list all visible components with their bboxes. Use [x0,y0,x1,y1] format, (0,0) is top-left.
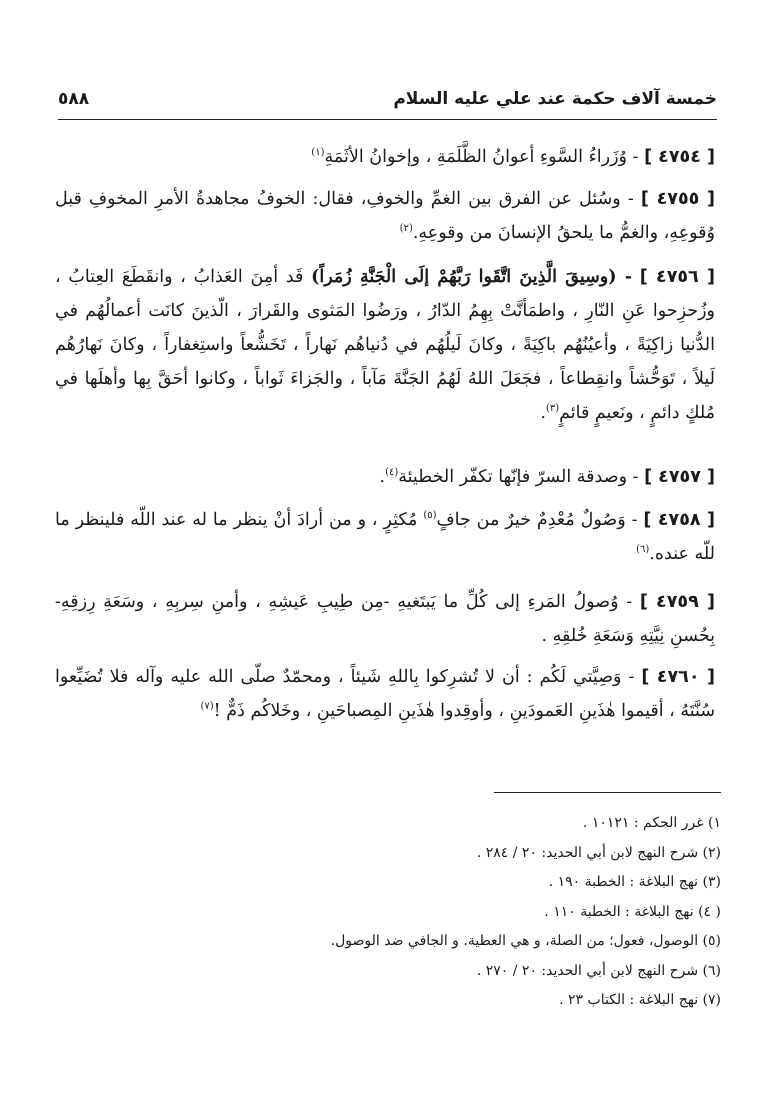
entry-text: - وصدقة السرّ فإنّها تكفّر الخطيئة [398,467,639,487]
footnote-ref: (١) [311,147,325,159]
header-divider [58,119,717,120]
footnote-7: (٧) نهج البلاغة : الكتاب ٢٣ . [559,992,721,1008]
footnote-2: (٢) شرح النهج لابن أبي الحديد: ٢٠ / ٢٨٤ . [476,844,721,861]
entry-4756 [55,260,715,430]
footnote-1: ١) غرر الحكم : ١٠١٢١ . [582,815,721,831]
entry-tail: . [540,403,546,423]
entry-4754 [55,140,715,174]
entry-4760 [55,660,715,728]
entry-text: - وَصُولٌ مُعْدِمٌ خيرٌ من جافٍ [436,510,638,530]
entry-text: - وسُئل عن الفرق بين الغمِّ والخوفِ، فقال: الخوفُ مجاهدةُ الأمرِ المخوفِ قبل وُقوعِهِ، والغمُّ ما يلحقُ الإنسانَ من وقوعِهِ. [55,189,715,243]
footnote-ref: (٧) [200,701,214,713]
footnote-6: (٦) شرح النهج لابن أبي الحديد: ٢٠ / ٢٧٠ . [476,962,721,979]
footnote-ref: (٦) [636,544,650,556]
entry-text: قَد أمِنَ العَذابُ ، وانقَطَعَ العِتابُ ، وزُحزِحوا عَنِ النّارِ ، واطمَأنَّتْ بِهِمُ الدّارُ ، ورَضُوا المَثوى والقَرارَ ، الّذينَ كانَت أعمالُهُم في الدُّنيا زاكِيَةً ، وأعيُنُهُم باكِيَةً ، وكانَ لَيلُهُم في دُنياهُم نَهاراً ، تَخَشُّعاً واستِغفاراً ، وكانَ نَهارُهُم لَيلاً ، تَوَحُّشاً وانقِطاعاً ، فجَعَلَ اللهُ لَهُمُ الجَنَّةَ مَآباً ، والجَزاءَ ثَواباً ، وكانوا أحَقَّ بِها وأهلَها في مُلكٍ دائمٍ ، ونَعيمٍ قائمٍ [55,267,715,423]
entry-text-continued: مُكثِرٍ ، و من أرادَ أنْ ينظر ما له عند اللّه فلينظر ما للّه عنده. [55,510,715,564]
page-number: ٥٨٨ [58,89,90,109]
entry-number: [ ٤٧٥٦ ] [639,267,716,287]
entry-number: [ ٤٧٥٨ ] [643,510,715,530]
footnotes [200,809,721,1016]
entry-4757 [55,460,715,494]
footnote-ref: (٣) [545,403,560,415]
quran-verse: - (وسِيقَ الَّذِينَ اتَّقَوا رَبَّهُمْ إلَى الْجَنَّةِ زُمَراً) [311,267,633,287]
running-title: خمسة آلاف حكمة عند علي عليه السلام [393,89,717,109]
footnote-ref: (٤) [385,467,399,479]
entry-number: [ ٤٧٥٥ ] [640,189,715,209]
entry-number: [ ٤٧٥٩ ] [639,592,715,612]
footnote-ref: (٢) [399,223,413,235]
footnote-separator [494,792,721,793]
footnote-ref: (٥) [423,510,437,522]
entry-number: [ ٤٧٦٠ ] [641,667,715,687]
entry-tail: . [379,467,386,487]
footnote-5: (٥) الوصول، فعول؛ من الصلة، و هي العطية. و الجافي ضد الوصول. [330,933,721,949]
footnote-4: ( ٤) نهج البلاغة : الخطبة ١١٠ . [544,903,721,920]
entry-4758 [55,503,715,571]
entry-number: [ ٤٧٥٤ ] [644,147,715,167]
entry-text: - وَصِيَّتي لَكُم : أن لا تُشرِكوا بِاللهِ شَيئاً ، ومحمّدٌ صلّى الله عليه وآله فلا تُضَيِّعوا سُنَّتَهُ ، أقيموا هٰذَينِ العَمودَينِ ، وأوقِدوا هٰذَينِ المِصباحَينِ ، وخَلاكُم ذَمٌّ ! [55,667,715,721]
entry-text: - وُزَراءُ السَّوءِ أعوانُ الظَّلَمَةِ ، وإخوانُ الأثَمَةِ [324,147,639,167]
page-header [58,86,717,112]
entry-text: - وُصولُ المَرءِ إلى كُلِّ ما يَبتَغيهِ -مِن طِيبِ عَيشِهِ ، وأمنِ سِربِهِ ، وسَعَةِ رِزقِهِ- بِحُسنِ نِيَّتِهِ وَسَعَةِ خُلقِهِ . [55,592,715,646]
entry-4759 [55,585,715,653]
footnote-3: (٣) نهج البلاغة : الخطبة ١٩٠ . [548,874,721,890]
entry-number: [ ٤٧٥٧ ] [644,467,715,487]
entry-4755 [55,182,715,250]
